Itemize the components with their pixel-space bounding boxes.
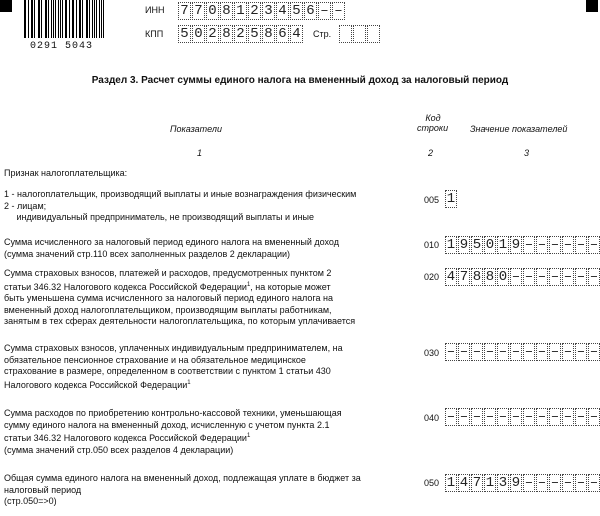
character-cell[interactable] xyxy=(353,25,366,43)
value-field[interactable] xyxy=(445,236,600,254)
character-cell[interactable] xyxy=(339,25,352,43)
character-cell[interactable]: – xyxy=(550,269,560,285)
character-cell[interactable]: 8 xyxy=(472,269,482,285)
indicator-line xyxy=(4,420,414,432)
character-cell[interactable]: 1 xyxy=(446,237,456,253)
kpp-field[interactable] xyxy=(178,25,304,43)
indicator-line-text: Сумма расходов по приобретению контрольно-кассовой техники, уменьшающая xyxy=(4,408,342,418)
character-cell[interactable]: – xyxy=(472,344,482,360)
barcode-number: 0291 5043 xyxy=(30,41,94,52)
inn-label: ИНН xyxy=(145,5,165,15)
barcode-bar xyxy=(72,0,73,38)
indicator-line xyxy=(4,485,414,497)
character-cell[interactable]: – xyxy=(576,409,586,425)
character-cell[interactable]: – xyxy=(576,237,586,253)
character-cell[interactable]: – xyxy=(576,344,586,360)
indicator-line xyxy=(4,366,414,378)
line-code: 020 xyxy=(424,272,440,282)
character-cell[interactable]: 5 xyxy=(178,25,191,43)
character-cell[interactable]: – xyxy=(485,344,495,360)
character-cell[interactable]: 8 xyxy=(220,2,233,20)
indicator-line-text: 2 - лицам; xyxy=(4,200,47,211)
character-cell[interactable]: 0 xyxy=(485,237,495,253)
character-cell[interactable]: – xyxy=(550,475,560,491)
character-cell[interactable]: 8 xyxy=(485,269,495,285)
character-cell[interactable]: – xyxy=(498,344,508,360)
character-cell[interactable]: – xyxy=(524,409,534,425)
indicator-line-text: статьи 346.32 Налогового кодекса Российской Федерации xyxy=(4,433,247,443)
indicator-line xyxy=(4,431,414,445)
character-cell[interactable]: 7 xyxy=(459,269,469,285)
character-cell[interactable]: – xyxy=(589,237,599,253)
character-cell[interactable]: 6 xyxy=(304,2,317,20)
indicator-text xyxy=(4,408,414,456)
character-cell[interactable]: – xyxy=(589,269,599,285)
character-cell[interactable]: – xyxy=(537,269,547,285)
character-cell[interactable]: – xyxy=(446,344,456,360)
indicator-line-text: занятым в тех сферах деятельности налогоплательщика, по которым уплачивается xyxy=(4,316,356,326)
character-cell[interactable]: 0 xyxy=(192,25,205,43)
character-cell[interactable]: – xyxy=(511,344,521,360)
indicator-line xyxy=(4,316,414,328)
character-cell[interactable]: – xyxy=(446,409,456,425)
page-label: Стр. xyxy=(313,29,332,39)
indicator-line xyxy=(4,201,414,213)
indicator-line-text: (сумма значений стр.110 всех заполненных разделов 2 декларации) xyxy=(4,248,291,259)
character-cell[interactable]: 0 xyxy=(498,269,508,285)
indicator-line-text: статьи 346.32 Налогового кодекса Российской Федерации xyxy=(4,281,247,292)
indicator-line-text: Сумма страховых взносов, платежей и расходов, предусмотренных пунктом 2 xyxy=(4,268,332,278)
character-cell[interactable]: – xyxy=(537,237,547,253)
column-header-code-line2: строки xyxy=(417,123,449,133)
kpp-label: КПП xyxy=(145,29,164,39)
value-field[interactable] xyxy=(445,408,600,426)
column-number-3: 3 xyxy=(524,148,530,158)
character-cell[interactable]: – xyxy=(550,344,560,360)
page-number-field[interactable] xyxy=(339,25,381,43)
character-cell[interactable]: – xyxy=(563,475,573,491)
indicator-line xyxy=(4,280,414,294)
character-cell[interactable]: 5 xyxy=(472,237,482,253)
character-cell[interactable]: 1 xyxy=(234,2,247,20)
indicator-line-text: вмененный доход налогоплательщиком, производящим выплаты работникам, xyxy=(4,304,332,315)
character-cell[interactable]: – xyxy=(459,409,469,425)
character-cell[interactable]: – xyxy=(498,409,508,425)
character-cell[interactable] xyxy=(367,25,380,43)
indicator-line-text: Признак налогоплательщика: xyxy=(4,168,128,178)
character-cell[interactable]: – xyxy=(524,344,534,360)
character-cell[interactable]: – xyxy=(550,409,560,425)
column-number-1: 1 xyxy=(197,148,203,158)
footnote-mark: 1 xyxy=(246,281,251,288)
character-cell[interactable]: 3 xyxy=(262,2,275,20)
indicator-text xyxy=(4,237,414,260)
indicator-line-text: налоговый период xyxy=(4,484,82,495)
character-cell[interactable]: 2 xyxy=(206,25,219,43)
character-cell[interactable]: 4 xyxy=(290,25,303,43)
indicator-line xyxy=(4,496,414,508)
character-cell[interactable]: 0 xyxy=(206,2,219,20)
indicator-line-text: индивидуальный предприниматель, не производящий выплаты и иные xyxy=(4,212,315,222)
character-cell[interactable]: – xyxy=(589,344,599,360)
indicator-line xyxy=(4,343,414,355)
character-cell[interactable]: 9 xyxy=(459,237,469,253)
footnote-mark: 1 xyxy=(187,379,191,386)
indicator-line-text: 1 - налогоплательщик, производящий выплаты и иные вознаграждения физическим xyxy=(4,189,357,199)
character-cell[interactable]: 1 xyxy=(485,475,495,491)
character-cell[interactable]: – xyxy=(524,475,534,491)
column-header-indicators: Показатели xyxy=(170,124,222,134)
character-cell[interactable]: 1 xyxy=(498,237,508,253)
indicator-line-text: Общая сумма единого налога на вмененный доход, подлежащая уплате в бюджет за xyxy=(4,473,361,483)
column-number-2: 2 xyxy=(428,148,434,158)
indicator-line-text: сумму единого налога на вмененный доход, исчисленную с учетом пункта 2.1 xyxy=(4,419,330,430)
indicator-line-text: быть уменьшена сумма исчисленного за налоговый период единого налога на xyxy=(4,293,333,303)
line-code: 050 xyxy=(424,478,440,488)
barcode xyxy=(24,0,106,38)
indicator-line-text: (сумма значений стр.050 всех разделов 4 декларации) xyxy=(4,444,234,455)
corner-marker-left xyxy=(0,0,12,12)
character-cell[interactable]: – xyxy=(485,409,495,425)
indicator-line-text: , на которые может xyxy=(250,281,331,292)
indicator-line-text: Сумма исчисленного за налоговый период единого налога на вмененный доход xyxy=(4,237,339,247)
character-cell[interactable]: 8 xyxy=(220,25,233,43)
column-header-code xyxy=(417,113,449,133)
character-cell[interactable]: – xyxy=(589,409,599,425)
line-code: 040 xyxy=(424,413,440,423)
indicator-text xyxy=(4,189,414,224)
indicator-line xyxy=(4,212,414,224)
line-code: 030 xyxy=(424,348,440,358)
character-cell[interactable]: – xyxy=(472,409,482,425)
indicator-line xyxy=(4,408,414,420)
indicator-line xyxy=(4,189,414,201)
barcode-bar xyxy=(94,0,95,38)
character-cell[interactable]: 6 xyxy=(276,25,289,43)
indicator-line xyxy=(4,378,414,392)
indicator-line-text: (стр.050=>0) xyxy=(4,496,57,506)
value-field[interactable] xyxy=(445,474,600,492)
section-title: Раздел 3. Расчет суммы единого налога на вмененный доход за налоговый период xyxy=(91,75,509,86)
character-cell[interactable]: – xyxy=(563,269,573,285)
character-cell[interactable]: 4 xyxy=(446,269,456,285)
column-header-code-line1: Код xyxy=(425,113,441,123)
character-cell[interactable]: – xyxy=(576,475,586,491)
character-cell[interactable]: 1 xyxy=(446,475,456,491)
indicator-text xyxy=(4,473,414,508)
value-field[interactable] xyxy=(445,343,600,361)
character-cell[interactable]: – xyxy=(563,409,573,425)
character-cell[interactable]: – xyxy=(332,2,345,20)
character-cell[interactable]: – xyxy=(511,409,521,425)
character-cell[interactable]: – xyxy=(537,475,547,491)
barcode-bar xyxy=(34,0,35,38)
indicator-line xyxy=(4,473,414,485)
character-cell[interactable]: 7 xyxy=(472,475,482,491)
indicator-line xyxy=(4,305,414,317)
indicator-line xyxy=(4,355,414,367)
indicator-line-text: страхование в размере, определенном в соответствии с пунктом 1 статьи 430 xyxy=(4,366,331,376)
character-cell[interactable]: – xyxy=(537,409,547,425)
indicator-line xyxy=(4,268,414,280)
value-field[interactable] xyxy=(445,268,600,286)
column-header-values: Значение показателей xyxy=(470,124,568,134)
indicator-line-text: Налогового кодекса Российской Федерации xyxy=(4,379,188,390)
character-cell[interactable]: 2 xyxy=(234,25,247,43)
line-code: 010 xyxy=(424,240,440,250)
character-cell[interactable]: – xyxy=(589,475,599,491)
character-cell[interactable]: – xyxy=(563,344,573,360)
character-cell[interactable]: – xyxy=(550,237,560,253)
character-cell[interactable]: – xyxy=(563,237,573,253)
character-cell[interactable]: 7 xyxy=(192,2,205,20)
character-cell[interactable]: 3 xyxy=(498,475,508,491)
footnote-mark: 1 xyxy=(246,433,251,439)
character-cell[interactable]: 9 xyxy=(511,237,521,253)
indicator-text xyxy=(4,168,414,180)
indicator-line-text: Сумма страховых взносов, уплаченных индивидуальным предпринимателем, на xyxy=(4,343,343,353)
character-cell[interactable]: – xyxy=(459,344,469,360)
indicator-line xyxy=(4,445,414,457)
character-cell[interactable]: – xyxy=(576,269,586,285)
corner-marker-right xyxy=(586,0,598,12)
indicator-text xyxy=(4,343,414,391)
character-cell[interactable]: – xyxy=(511,269,521,285)
inn-field[interactable] xyxy=(178,2,346,20)
barcode-bar xyxy=(51,0,52,38)
line-code: 005 xyxy=(424,195,440,205)
indicator-line xyxy=(4,168,414,180)
indicator-line xyxy=(4,249,414,261)
indicator-line xyxy=(4,237,414,249)
character-cell[interactable]: 2 xyxy=(248,2,261,20)
character-cell[interactable]: 9 xyxy=(511,475,521,491)
character-cell[interactable]: – xyxy=(537,344,547,360)
character-cell[interactable]: 5 xyxy=(290,2,303,20)
character-cell[interactable]: – xyxy=(318,2,331,20)
value-field[interactable] xyxy=(445,190,458,208)
indicator-line xyxy=(4,293,414,305)
indicator-line-text: обязательное пенсионное страхование и на обязательное медицинское xyxy=(4,354,306,365)
character-cell[interactable]: 8 xyxy=(262,25,275,43)
character-cell[interactable]: 1 xyxy=(446,191,456,207)
character-cell[interactable]: 4 xyxy=(276,2,289,20)
character-cell[interactable]: – xyxy=(524,237,534,253)
character-cell[interactable]: 7 xyxy=(178,2,191,20)
character-cell[interactable]: – xyxy=(524,269,534,285)
indicator-text xyxy=(4,268,414,328)
character-cell[interactable]: 4 xyxy=(459,475,469,491)
character-cell[interactable]: 5 xyxy=(248,25,261,43)
